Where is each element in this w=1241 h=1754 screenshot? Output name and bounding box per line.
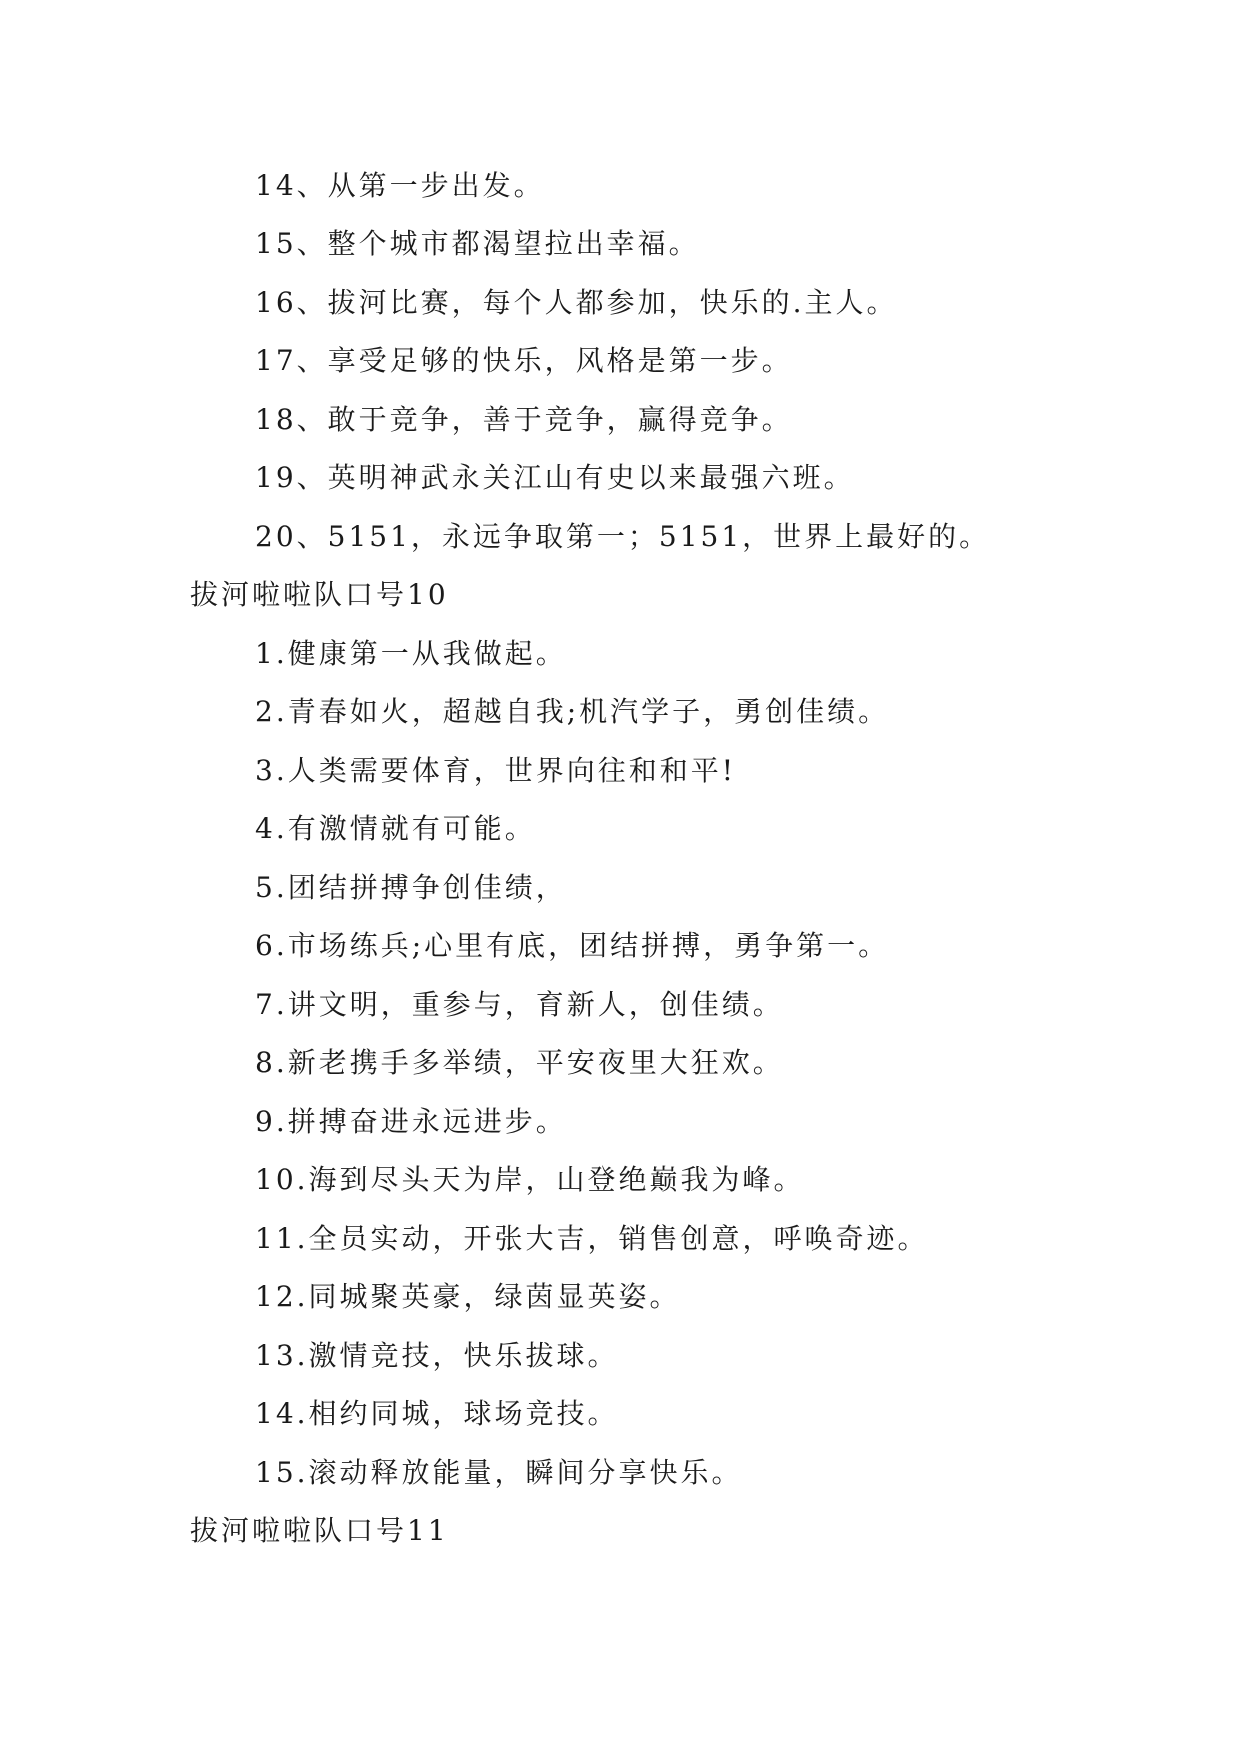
list-item: 6.市场练兵;心里有底，团结拼搏，勇争第一。 bbox=[255, 929, 890, 962]
list-item: 14.相约同城，球场竞技。 bbox=[255, 1397, 619, 1430]
list-item: 12.同城聚英豪，绿茵显英姿。 bbox=[255, 1280, 681, 1313]
list-item: 1.健康第一从我做起。 bbox=[255, 637, 567, 670]
list-item: 20、5151，永远争取第一；5151，世界上最好的。 bbox=[255, 520, 991, 553]
list-item: 14、从第一步出发。 bbox=[255, 169, 545, 202]
list-item: 15.滚动释放能量，瞬间分享快乐。 bbox=[255, 1456, 743, 1489]
list-item: 18、敢于竞争，善于竞争，赢得竞争。 bbox=[255, 403, 793, 436]
list-item: 11.全员实动，开张大吉，销售创意，呼唤奇迹。 bbox=[255, 1222, 929, 1255]
list-item: 16、拔河比赛，每个人都参加，快乐的.主人。 bbox=[255, 286, 898, 319]
list-item: 5.团结拼搏争创佳绩， bbox=[255, 871, 567, 904]
list-item: 3.人类需要体育，世界向往和和平! bbox=[255, 754, 736, 787]
list-item: 2.青春如火，超越自我;机汽学子，勇创佳绩。 bbox=[255, 695, 890, 728]
list-item: 7.讲文明，重参与，育新人，创佳绩。 bbox=[255, 988, 784, 1021]
list-item: 8.新老携手多举绩，平安夜里大狂欢。 bbox=[255, 1046, 784, 1079]
section-heading: 拔河啦啦队口号11 bbox=[190, 1514, 449, 1547]
list-item: 15、整个城市都渴望拉出幸福。 bbox=[255, 227, 700, 260]
section-heading: 拔河啦啦队口号10 bbox=[190, 578, 449, 611]
list-item: 10.海到尽头天为岸，山登绝巅我为峰。 bbox=[255, 1163, 805, 1196]
list-item: 19、英明神武永关江山有史以来最强六班。 bbox=[255, 461, 855, 494]
list-item: 13.激情竞技，快乐拔球。 bbox=[255, 1339, 619, 1372]
list-item: 9.拼搏奋进永远进步。 bbox=[255, 1105, 567, 1138]
list-item: 17、享受足够的快乐，风格是第一步。 bbox=[255, 344, 793, 377]
list-item: 4.有激情就有可能。 bbox=[255, 812, 536, 845]
